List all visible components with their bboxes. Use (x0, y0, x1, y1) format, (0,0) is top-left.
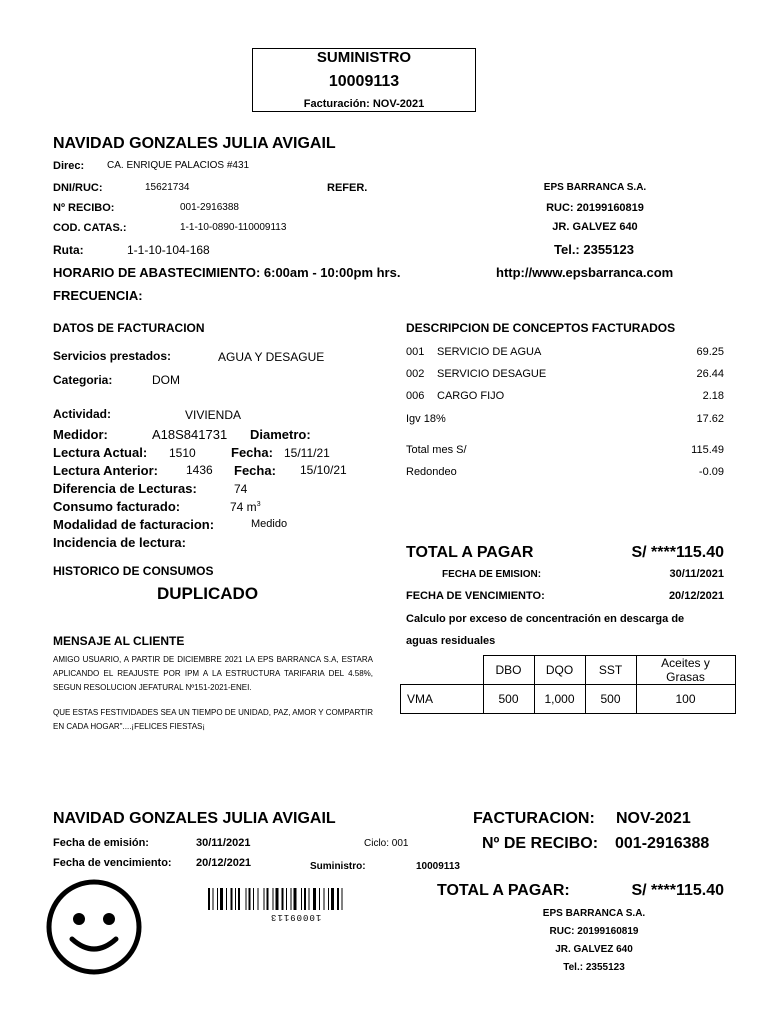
barcode-bar (249, 888, 251, 910)
barcode-bar (286, 888, 287, 910)
barcode-bar (337, 888, 339, 910)
barcode-bar (264, 888, 265, 910)
horario: HORARIO DE ABASTECIMIENTO: 6:00am - 10:00pm hrs. (53, 265, 401, 280)
vma-dbo-value: 500 (483, 685, 534, 714)
actividad-value: VIVIENDA (185, 408, 242, 422)
concept-desc-1: SERVICIO DE AGUA (437, 346, 542, 358)
servicios-label: Servicios prestados: (53, 349, 172, 363)
barcode-bar (301, 888, 302, 910)
barcode-bar (309, 888, 310, 910)
stub-company-tel: Tel.: 2355123 (563, 962, 625, 973)
fecha-emision-label: FECHA DE EMISION: (442, 569, 542, 580)
refer-label: REFER. (327, 182, 368, 194)
barcode-bar (328, 888, 329, 910)
catas-value: 1-1-10-0890-110009113 (180, 222, 287, 233)
stub-company-name: EPS BARRANCA S.A. (542, 908, 646, 919)
company-address: JR. GALVEZ 640 (552, 221, 638, 233)
incidencia-label: Incidencia de lectura: (53, 535, 186, 550)
catas-label: COD. CATAS.: (53, 222, 127, 234)
vma-row-label: VMA (401, 685, 484, 714)
barcode-bar (282, 888, 284, 910)
mensaje-p2: QUE ESTAS FESTIVIDADES SEA UN TIEMPO DE UNIDAD, PAZ, AMOR Y COMPARTIR EN CADA HOGAR"....¡FELICES FIESTAS¡ (53, 708, 373, 731)
recibo-label: Nº RECIBO: (53, 202, 115, 214)
vma-header-dqo: DQO (534, 656, 585, 685)
dni-label: DNI/RUC: (53, 182, 103, 194)
suministro-number: 10009113 (328, 73, 400, 90)
vma-data-row (401, 685, 736, 714)
modalidad-label: Modalidad de facturacion: (53, 517, 215, 532)
frecuencia: FRECUENCIA: (53, 288, 143, 303)
barcode-bar (304, 888, 306, 910)
company-name: EPS BARRANCA S.A. (543, 182, 647, 193)
barcode-bar (220, 888, 223, 910)
medidor-value: A18S841731 (152, 427, 228, 442)
igv-value: 17.62 (696, 413, 724, 425)
barcode-bar (313, 888, 316, 910)
barcode-bar (208, 888, 210, 910)
barcode-bar (273, 888, 274, 910)
company-tel: Tel.: 2355123 (554, 242, 634, 257)
historico-heading: HISTORICO DE CONSUMOS (53, 564, 214, 578)
lectura-anterior-label: Lectura Anterior: (53, 463, 158, 478)
barcode-bar (238, 888, 240, 910)
fecha-vencimiento-label: FECHA DE VENCIMIENTO: (406, 590, 545, 602)
redondeo-label: Redondeo (406, 466, 457, 478)
concept-code-2: 002 (406, 368, 425, 380)
stub-total-label: TOTAL A PAGAR: (437, 882, 570, 899)
diferencia-value: 74 (234, 482, 248, 496)
consumo-value (230, 500, 261, 514)
servicios-value: AGUA Y DESAGUE (218, 350, 325, 364)
vma-dqo-value: 1,000 (534, 685, 585, 714)
actividad-label: Actividad: (53, 407, 112, 421)
stub-vencimiento-label: Fecha de vencimiento: (53, 857, 172, 869)
barcode-bar (319, 888, 320, 910)
company-ruc: RUC: 20199160819 (546, 202, 644, 214)
barcode-bar (342, 888, 343, 910)
stub-customer-name: NAVIDAD GONZALES JULIA AVIGAIL (53, 810, 336, 827)
vma-sst-value: 500 (585, 685, 636, 714)
fecha-anterior-value: 15/10/21 (300, 463, 347, 477)
recibo-value: 001-2916388 (180, 202, 239, 213)
barcode-bar (213, 888, 214, 910)
ruta-value: 1-1-10-104-168 (127, 243, 210, 257)
fecha-actual-label: Fecha: (231, 445, 273, 460)
vma-aceites-value: 100 (636, 685, 735, 714)
calculo-line-2: aguas residuales (406, 635, 496, 647)
suministro-box (252, 48, 476, 112)
stub-company-ruc: RUC: 20199160819 (549, 926, 639, 937)
stub-suministro-label: Suministro: (310, 861, 366, 872)
diametro-label: Diametro: (250, 427, 311, 442)
fecha-vencimiento-value: 20/12/2021 (668, 590, 724, 602)
fecha-emision-value: 30/11/2021 (669, 568, 724, 580)
suministro-title: SUMINISTRO (316, 49, 412, 66)
concept-amount-2: 26.44 (696, 368, 724, 380)
consumo-unit-sup: 3 (256, 501, 261, 508)
medidor-label: Medidor: (53, 427, 108, 442)
modalidad-value: Medido (251, 518, 288, 530)
concept-code-1: 001 (406, 346, 425, 358)
barcode-bar (267, 888, 269, 910)
fecha-anterior-label: Fecha: (234, 463, 276, 478)
fecha-actual-value: 15/11/21 (284, 446, 330, 460)
smiley-icon (44, 877, 144, 977)
vma-table (400, 655, 736, 714)
datos-facturacion-heading: DATOS DE FACTURACION (53, 321, 205, 335)
customer-name: NAVIDAD GONZALES JULIA AVIGAIL (53, 135, 336, 152)
consumo-amount: 74 m (230, 500, 257, 514)
stub-emision-value: 30/11/2021 (196, 837, 251, 849)
stub-suministro-value: 10009113 (416, 861, 460, 872)
barcode-bar (276, 888, 279, 910)
direc-value: CA. ENRIQUE PALACIOS #431 (107, 160, 250, 171)
lectura-actual-value: 1510 (169, 446, 196, 460)
barcode-text: 10009113 (270, 912, 322, 922)
stub-facturacion-label: FACTURACION: (473, 810, 595, 827)
total-pagar-label: TOTAL A PAGAR (406, 544, 534, 561)
stub-facturacion-value: NOV-2021 (616, 810, 691, 827)
concept-desc-3: CARGO FIJO (437, 390, 505, 402)
barcode-bar (291, 888, 292, 910)
diferencia-label: Diferencia de Lecturas: (53, 481, 197, 496)
calculo-line-1: Calculo por exceso de concentración en descarga de (406, 613, 685, 625)
igv-label: Igv 18% (406, 413, 446, 425)
concept-amount-1: 69.25 (696, 346, 724, 358)
barcode-bar (324, 888, 325, 910)
vma-header-blank (401, 656, 484, 685)
duplicado-label: DUPLICADO (157, 584, 259, 603)
direc-label: Direc: (53, 160, 85, 172)
redondeo-value: -0.09 (698, 466, 724, 478)
stub-company-address: JR. GALVEZ 640 (555, 944, 633, 955)
mensaje-heading: MENSAJE AL CLIENTE (53, 634, 185, 648)
vma-header-sst: SST (585, 656, 636, 685)
vma-header-dbo: DBO (483, 656, 534, 685)
total-mes-value: 115.49 (691, 444, 724, 456)
categoria-value: DOM (152, 373, 180, 387)
categoria-label: Categoria: (53, 373, 113, 387)
concept-amount-3: 2.18 (702, 390, 724, 402)
stub-total-value: S/ ****115.40 (631, 882, 724, 899)
barcode-bar (258, 888, 259, 910)
barcode-bar (217, 888, 218, 910)
barcode-bar (331, 888, 334, 910)
barcode-bar (253, 888, 254, 910)
barcode-bar (294, 888, 297, 910)
concept-code-3: 006 (406, 390, 425, 402)
lectura-anterior-value: 1436 (186, 463, 213, 477)
ruta-label: Ruta: (53, 243, 84, 257)
total-mes-label: Total mes S/ (406, 444, 467, 456)
mensaje-p1: AMIGO USUARIO, A PARTIR DE DICIEMBRE 2021 LA EPS BARRANCA S.A, ESTARA APLICANDO EL REAJUSTE POR IPM A LA ESTRUCTURA TARIFARIA DEL 4.58%, SEGUN RESOLUCION JEFATURAL Nº151-2021-ENEI. (53, 655, 373, 692)
dni-value: 15621734 (145, 182, 190, 193)
total-pagar-value: S/ ****115.40 (631, 544, 724, 561)
concept-desc-2: SERVICIO DESAGUE (437, 368, 547, 380)
stub-recibo-value: 001-2916388 (615, 835, 710, 852)
vma-header-row (401, 656, 736, 685)
lectura-actual-label: Lectura Actual: (53, 445, 148, 460)
vma-header-aceites: Aceites y Grasas (636, 656, 735, 685)
barcode-bar (226, 888, 227, 910)
stub-ciclo: Ciclo: 001 (364, 838, 409, 849)
stub-vencimiento-value: 20/12/2021 (196, 857, 252, 869)
barcode-bar (231, 888, 233, 910)
stub-recibo-label: Nº DE RECIBO: (482, 835, 599, 852)
barcode-bar (246, 888, 247, 910)
barcode-bar (235, 888, 236, 910)
conceptos-heading: DESCRIPCION DE CONCEPTOS FACTURADOS (406, 321, 676, 335)
billing-period: Facturación: NOV-2021 (303, 98, 425, 110)
company-web[interactable]: http://www.epsbarranca.com (496, 265, 674, 280)
stub-emision-label: Fecha de emisión: (53, 837, 149, 849)
consumo-label: Consumo facturado: (53, 499, 181, 514)
